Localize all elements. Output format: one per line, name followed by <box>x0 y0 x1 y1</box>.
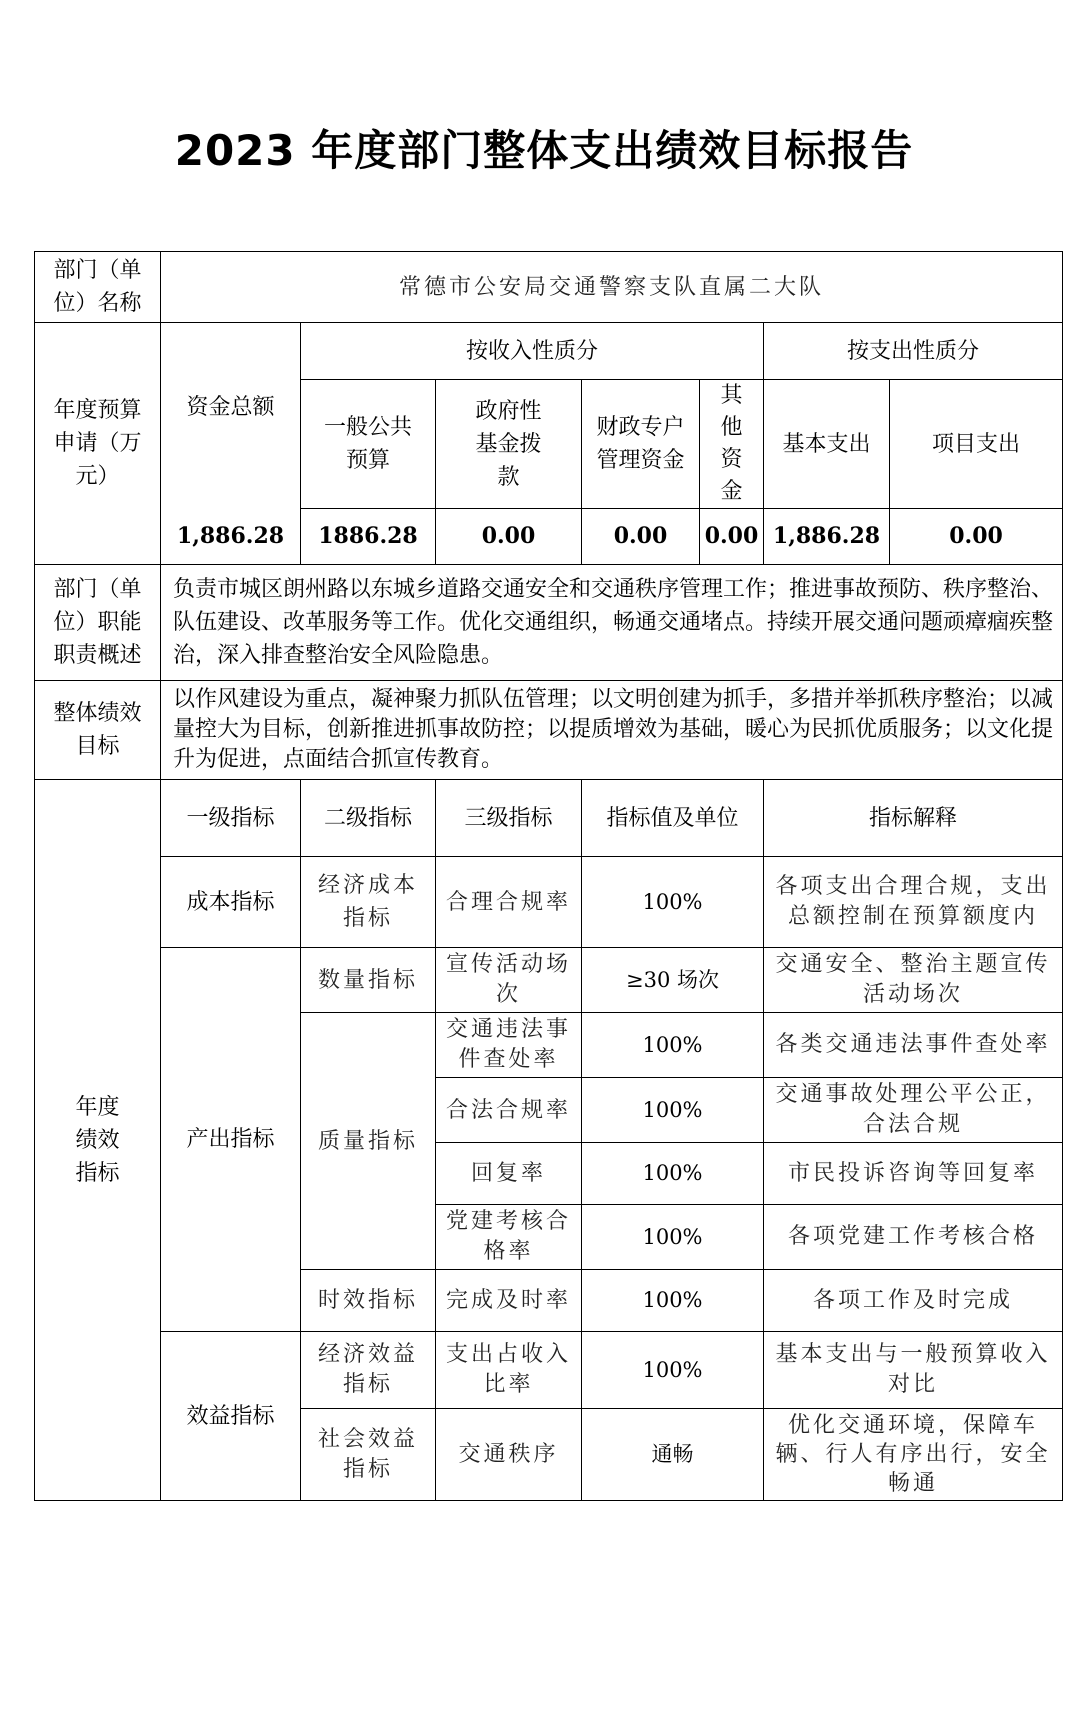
row-level3: 交通违法事件查处率 <box>436 1013 582 1078</box>
row-level3: 合理合规率 <box>436 857 582 948</box>
income-group-header: 按收入性质分 <box>301 323 764 380</box>
row-desc: 各项工作及时完成 <box>764 1270 1063 1332</box>
value-gov-fund: 0.00 <box>436 509 582 565</box>
row-value: 100% <box>582 1332 764 1409</box>
value-project: 0.00 <box>890 509 1063 565</box>
row-level2: 时效指标 <box>301 1270 436 1332</box>
row-desc: 交通事故处理公平公正，合法合规 <box>764 1078 1063 1143</box>
row-desc: 各项支出合理合规，支出总额控制在预算额度内 <box>764 857 1063 948</box>
row-level2: 经济成本指标 <box>301 857 436 948</box>
row-desc: 各类交通违法事件查处率 <box>764 1013 1063 1078</box>
row-level3: 完成及时率 <box>436 1270 582 1332</box>
row-value: 100% <box>582 1143 764 1205</box>
row-level2: 质量指标 <box>301 1013 436 1270</box>
row-level2: 社会效益指标 <box>301 1409 436 1501</box>
row-value: 通畅 <box>582 1409 764 1501</box>
header-value: 指标值及单位 <box>582 780 764 857</box>
row-level3: 宣传活动场次 <box>436 948 582 1013</box>
header-desc: 指标解释 <box>764 780 1063 857</box>
duty-text: 负责市城区朗州路以东城乡道路交通安全和交通秩序管理工作；推进事故预防、秩序整治、队伍建设、改革服务等工作。优化交通组织，畅通交通堵点。持续开展交通问题顽瘴痼疾整治，深入排查整治安全风险隐患。 <box>161 565 1063 681</box>
row-desc: 交通安全、整治主题宣传活动场次 <box>764 948 1063 1013</box>
expense-group-header: 按支出性质分 <box>764 323 1063 380</box>
value-fiscal: 0.00 <box>582 509 700 565</box>
budget-label: 年度预算申请（万元） <box>35 323 161 565</box>
row-value: 100% <box>582 1013 764 1078</box>
row-desc: 优化交通环境，保障车辆、行人有序出行，安全畅通 <box>764 1409 1063 1501</box>
goal-label: 整体绩效目标 <box>35 681 161 780</box>
header-level1: 一级指标 <box>161 780 301 857</box>
row-value: 100% <box>582 857 764 948</box>
goal-text: 以作风建设为重点，凝神聚力抓队伍管理；以文明创建为抓手，多措并举抓秩序整治；以减量控大为目标，创新推进抓事故防控；以提质增效为基础，暖心为民抓优质服务；以文化提升为促进，点面结合抓宣传教育。 <box>161 681 1063 780</box>
group-benefit: 效益指标 <box>161 1332 301 1501</box>
row-desc: 各项党建工作考核合格 <box>764 1205 1063 1270</box>
page-title: 2023 年度部门整体支出绩效目标报告 <box>174 126 914 175</box>
row-level2: 数量指标 <box>301 948 436 1013</box>
indicators-label: 年度绩效指标 <box>35 780 161 1501</box>
col-project-expense: 项目支出 <box>890 380 1063 509</box>
row-level3: 合法合规率 <box>436 1078 582 1143</box>
row-value: ≥30 场次 <box>582 948 764 1013</box>
row-level3: 党建考核合格率 <box>436 1205 582 1270</box>
total-header: 资金总额 <box>161 323 301 509</box>
value-total: 1,886.28 <box>161 509 301 565</box>
header-level3: 三级指标 <box>436 780 582 857</box>
row-level3: 回复率 <box>436 1143 582 1205</box>
row-value: 100% <box>582 1205 764 1270</box>
col-other-funds: 其他资金 <box>700 380 764 509</box>
header-level2: 二级指标 <box>301 780 436 857</box>
value-other: 0.00 <box>700 509 764 565</box>
dept-name-value: 常德市公安局交通警察支队直属二大队 <box>161 252 1063 323</box>
performance-table <box>34 251 1063 1501</box>
row-desc: 基本支出与一般预算收入对比 <box>764 1332 1063 1409</box>
dept-name-label: 部门（单位）名称 <box>35 252 161 323</box>
col-gov-fund: 政府性基金拨款 <box>436 380 582 509</box>
group-cost: 成本指标 <box>161 857 301 948</box>
row-value: 100% <box>582 1078 764 1143</box>
duty-label: 部门（单位）职能职责概述 <box>35 565 161 681</box>
row-level3: 交通秩序 <box>436 1409 582 1501</box>
row-desc: 市民投诉咨询等回复率 <box>764 1143 1063 1205</box>
row-value: 100% <box>582 1270 764 1332</box>
col-fiscal-account: 财政专户管理资金 <box>582 380 700 509</box>
row-level2: 经济效益指标 <box>301 1332 436 1409</box>
col-basic-expense: 基本支出 <box>764 380 890 509</box>
col-general-budget: 一般公共预算 <box>301 380 436 509</box>
value-basic: 1,886.28 <box>764 509 890 565</box>
value-general: 1886.28 <box>301 509 436 565</box>
row-level3: 支出占收入比率 <box>436 1332 582 1409</box>
group-output: 产出指标 <box>161 948 301 1332</box>
